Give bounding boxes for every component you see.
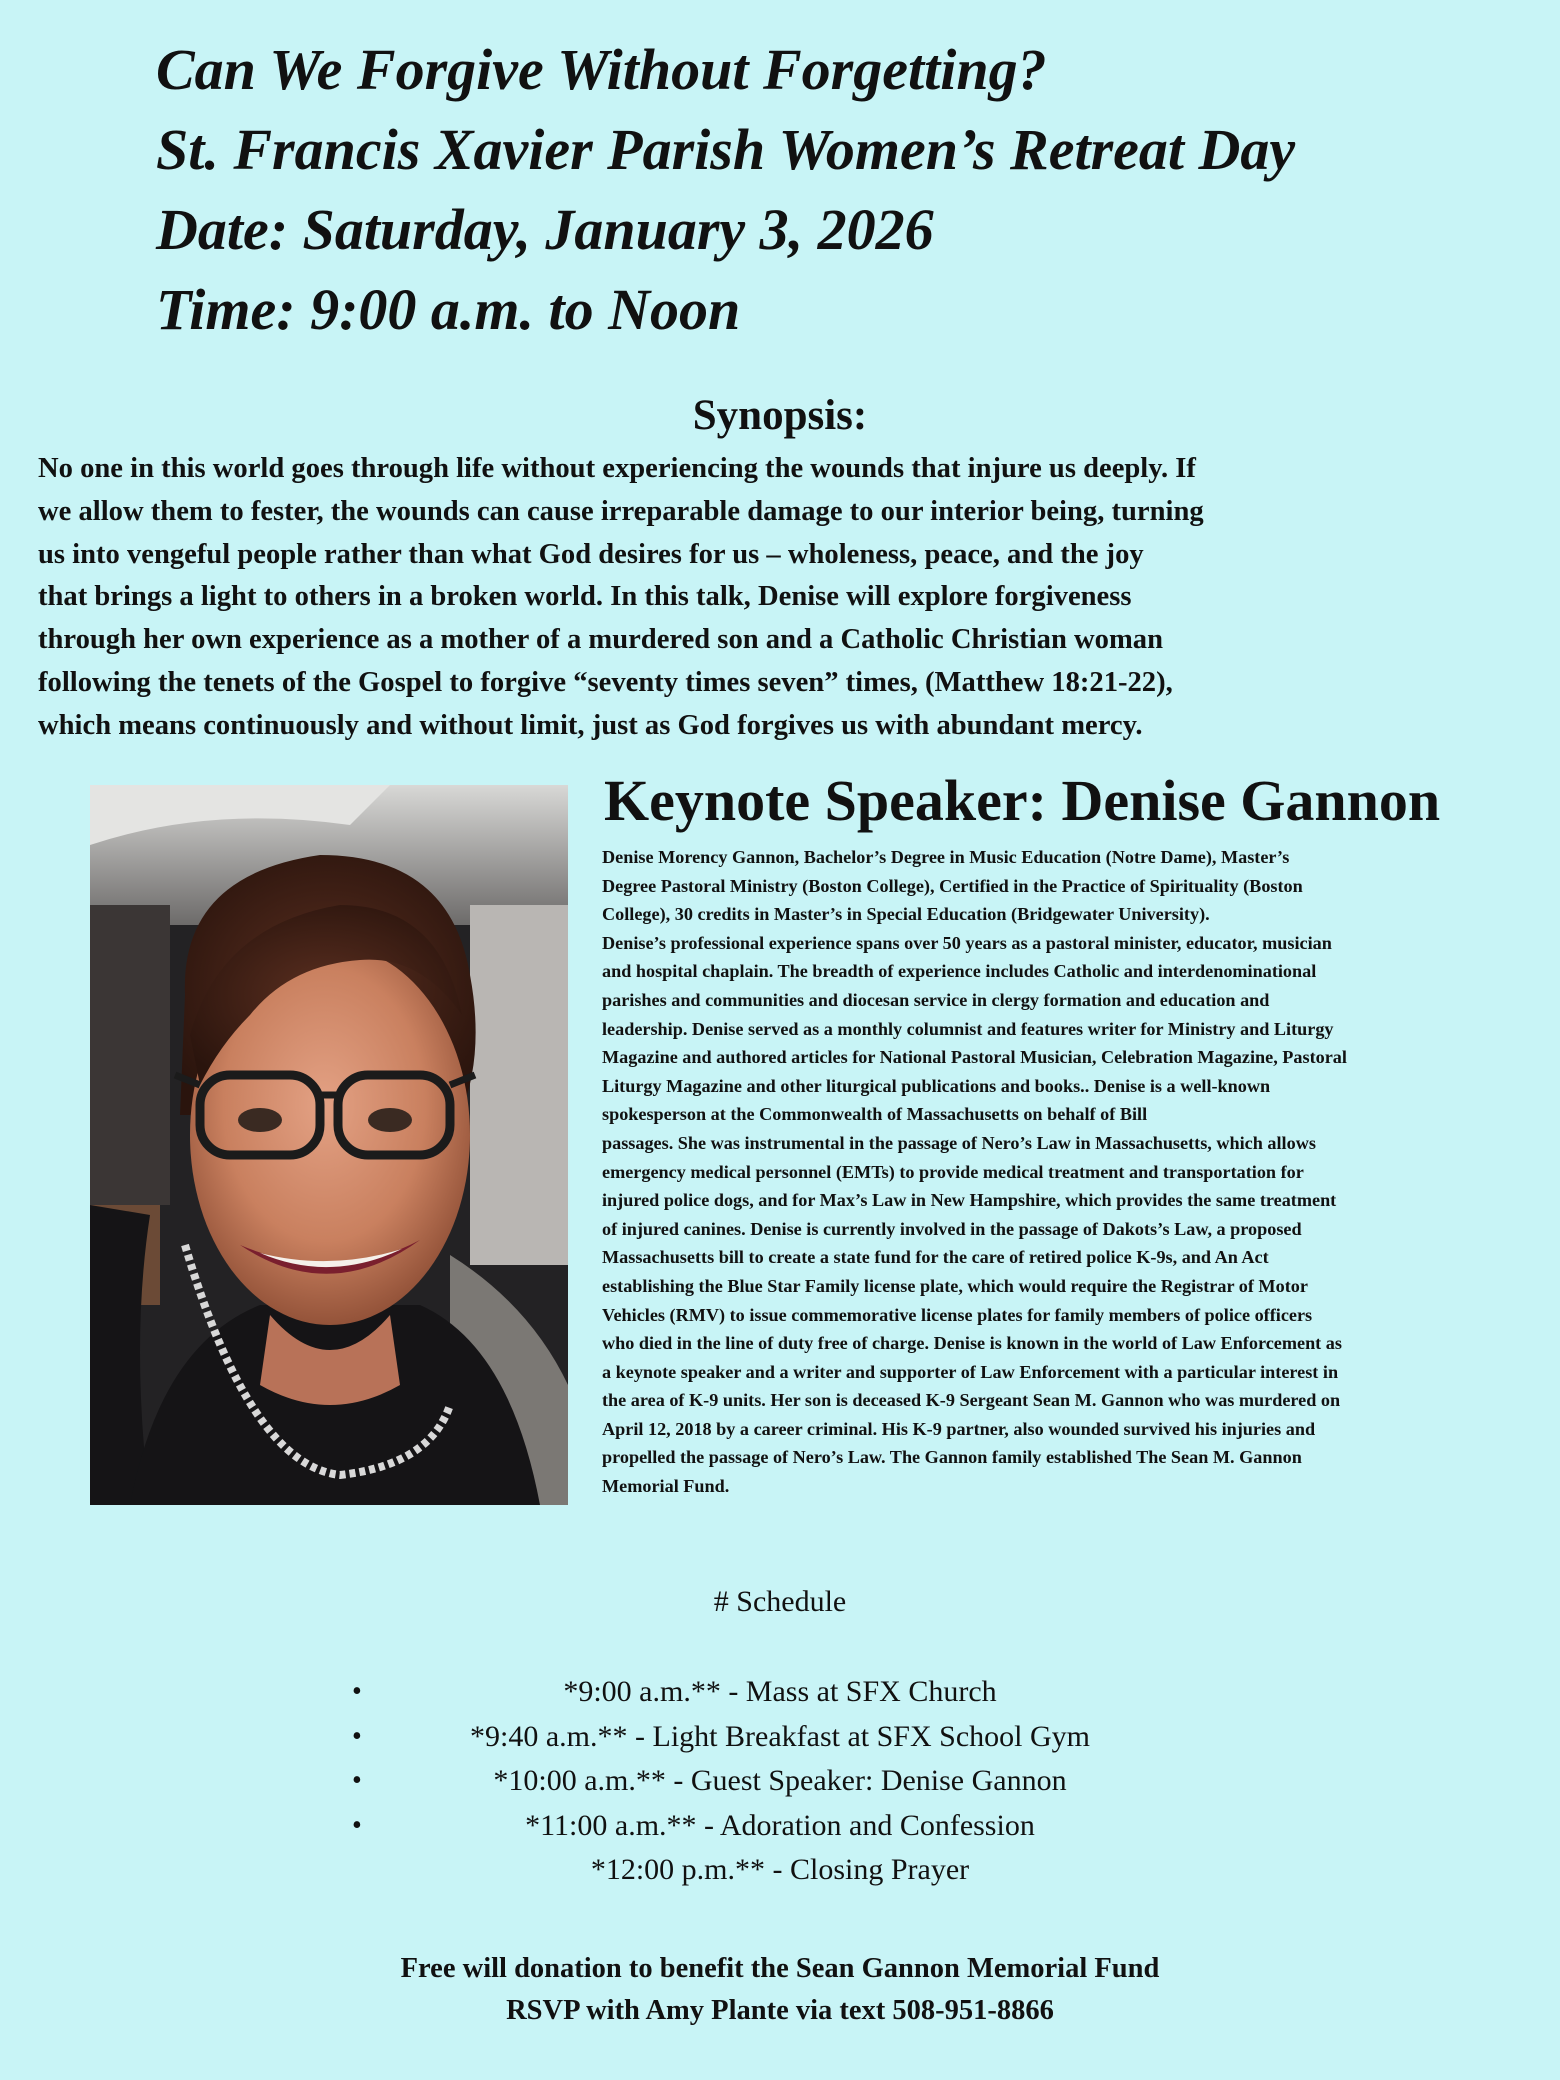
- synopsis-line: that brings a light to others in a broken world. In this talk, Denise will explore forgiveness: [38, 581, 1132, 613]
- schedule-item-text: *10:00 a.m.** - Guest Speaker: Denise Gannon: [493, 1764, 1067, 1797]
- bio-line: spokesperson at the Commonwealth of Massachusetts on behalf of Bill: [602, 1104, 1148, 1125]
- schedule-item-text: *12:00 p.m.** - Closing Prayer: [590, 1853, 970, 1886]
- schedule-item: [0, 1804, 1560, 1849]
- bullet-icon: •: [352, 1676, 362, 1707]
- synopsis-line: we allow them to fester, the wounds can cause irreparable damage to our interior being, turning: [38, 495, 1204, 527]
- schedule-item: [0, 1715, 1560, 1760]
- synopsis-line: No one in this world goes through life without experiencing the wounds that injure us deeply. If: [38, 453, 1196, 484]
- event-header: [156, 30, 1456, 350]
- schedule-list: [0, 1670, 1560, 1893]
- bio-line: parishes and communities and diocesan service in clergy formation and education and: [602, 989, 1270, 1010]
- bio-line: Denise Morency Gannon, Bachelor’s Degree in Music Education (Notre Dame), Master’s: [602, 847, 1290, 867]
- schedule-heading: # Schedule: [713, 1585, 847, 1618]
- bio-line: Vehicles (RMV) to issue commemorative license plates for family members of police officers: [602, 1304, 1313, 1325]
- bio-line: Massachusetts bill to create a state fund for the care of retired police K-9s, and An Act: [602, 1247, 1269, 1268]
- speaker-photo: [90, 785, 568, 1505]
- synopsis-line: which means continuously and without limit, just as God forgives us with abundant mercy.: [38, 709, 1143, 741]
- bio-line: who died in the line of duty free of charge. Denise is known in the world of Law Enforcement as: [602, 1333, 1342, 1354]
- schedule-item-text: *11:00 a.m.** - Adoration and Confession: [525, 1808, 1035, 1842]
- synopsis-line: us into vengeful people rather than what God desires for us – wholeness, peace, and the joy: [38, 538, 1144, 570]
- bio-line: Degree Pastoral Ministry (Boston College), Certified in the Practice of Spirituality (Boston: [602, 875, 1303, 896]
- bio-line: Denise’s professional experience spans over 50 years as a pastoral minister, educator, musician: [602, 932, 1332, 953]
- bio-line: passages. She was instrumental in the passage of Nero’s Law in Massachusetts, which allows: [602, 1132, 1316, 1153]
- bio-line: Liturgy Magazine and other liturgical publications and books.. Denise is a well-known: [602, 1075, 1271, 1096]
- keynote-speaker-title: Keynote Speaker: Denise Gannon: [604, 768, 1441, 833]
- synopsis-heading: Synopsis:: [692, 392, 868, 439]
- synopsis-line: following the tenets of the Gospel to forgive “seventy times seven” times, (Matthew 18:21-22),: [38, 666, 1173, 698]
- donation-note: Free will donation to benefit the Sean Gannon Memorial Fund: [400, 1953, 1160, 1984]
- event-date: Date: Saturday, January 3, 2026: [156, 197, 934, 262]
- event-subtitle: St. Francis Xavier Parish Women’s Retreat Day: [156, 117, 1296, 182]
- bio-line: Memorial Fund.: [602, 1476, 730, 1497]
- bio-line: and hospital chaplain. The breadth of experience includes Catholic and interdenominational: [602, 961, 1317, 982]
- bio-line: leadership. Denise served as a monthly columnist and features writer for Ministry and Liturgy: [602, 1018, 1334, 1039]
- event-title: Can We Forgive Without Forgetting?: [156, 37, 1047, 102]
- schedule-item-text: *9:00 a.m.** - Mass at SFX Church: [563, 1675, 997, 1708]
- speaker-bio: [602, 843, 1520, 1501]
- bio-line: of injured canines. Denise is currently involved in the passage of Dakots’s Law, a proposed: [602, 1218, 1302, 1239]
- bullet-icon: •: [352, 1809, 362, 1841]
- bio-line: a keynote speaker and a writer and supporter of Law Enforcement with a particular interest in: [602, 1361, 1339, 1382]
- schedule-item-text: *9:40 a.m.** - Light Breakfast at SFX School Gym: [470, 1719, 1090, 1753]
- bullet-icon: •: [352, 1720, 362, 1752]
- bio-line: College), 30 credits in Master’s in Special Education (Bridgewater University).: [602, 904, 1210, 925]
- bio-line: injured police dogs, and for Max’s Law in New Hampshire, which provides the same treatment: [602, 1190, 1337, 1211]
- bio-line: Magazine and authored articles for National Pastoral Musician, Celebration Magazine, Pastoral: [602, 1047, 1347, 1068]
- bio-line: propelled the passage of Nero’s Law. The Gannon family established The Sean M. Gannon: [602, 1447, 1302, 1468]
- rsvp-note: RSVP with Amy Plante via text 508-951-8866: [506, 1995, 1054, 2026]
- schedule-item: [0, 1670, 1560, 1715]
- synopsis-line: through her own experience as a mother of a murdered son and a Catholic Christian woman: [38, 624, 1163, 656]
- schedule-item: [0, 1759, 1560, 1804]
- bio-line: establishing the Blue Star Family license plate, which would require the Registrar of Motor: [602, 1275, 1308, 1296]
- bullet-icon: •: [352, 1765, 362, 1796]
- synopsis-text: [38, 448, 1408, 748]
- bio-line: April 12, 2018 by a career criminal. His K-9 partner, also wounded survived his injuries and: [602, 1418, 1316, 1439]
- footer: [0, 1948, 1560, 2032]
- bio-line: emergency medical personnel (EMTs) to provide medical treatment and transportation for: [602, 1161, 1304, 1182]
- event-time: Time: 9:00 a.m. to Noon: [156, 277, 741, 342]
- bio-line: the area of K-9 units. Her son is deceased K-9 Sergeant Sean M. Gannon who was murdered on: [602, 1390, 1341, 1411]
- speaker-portrait-image: [90, 785, 568, 1505]
- schedule-item: [0, 1848, 1560, 1893]
